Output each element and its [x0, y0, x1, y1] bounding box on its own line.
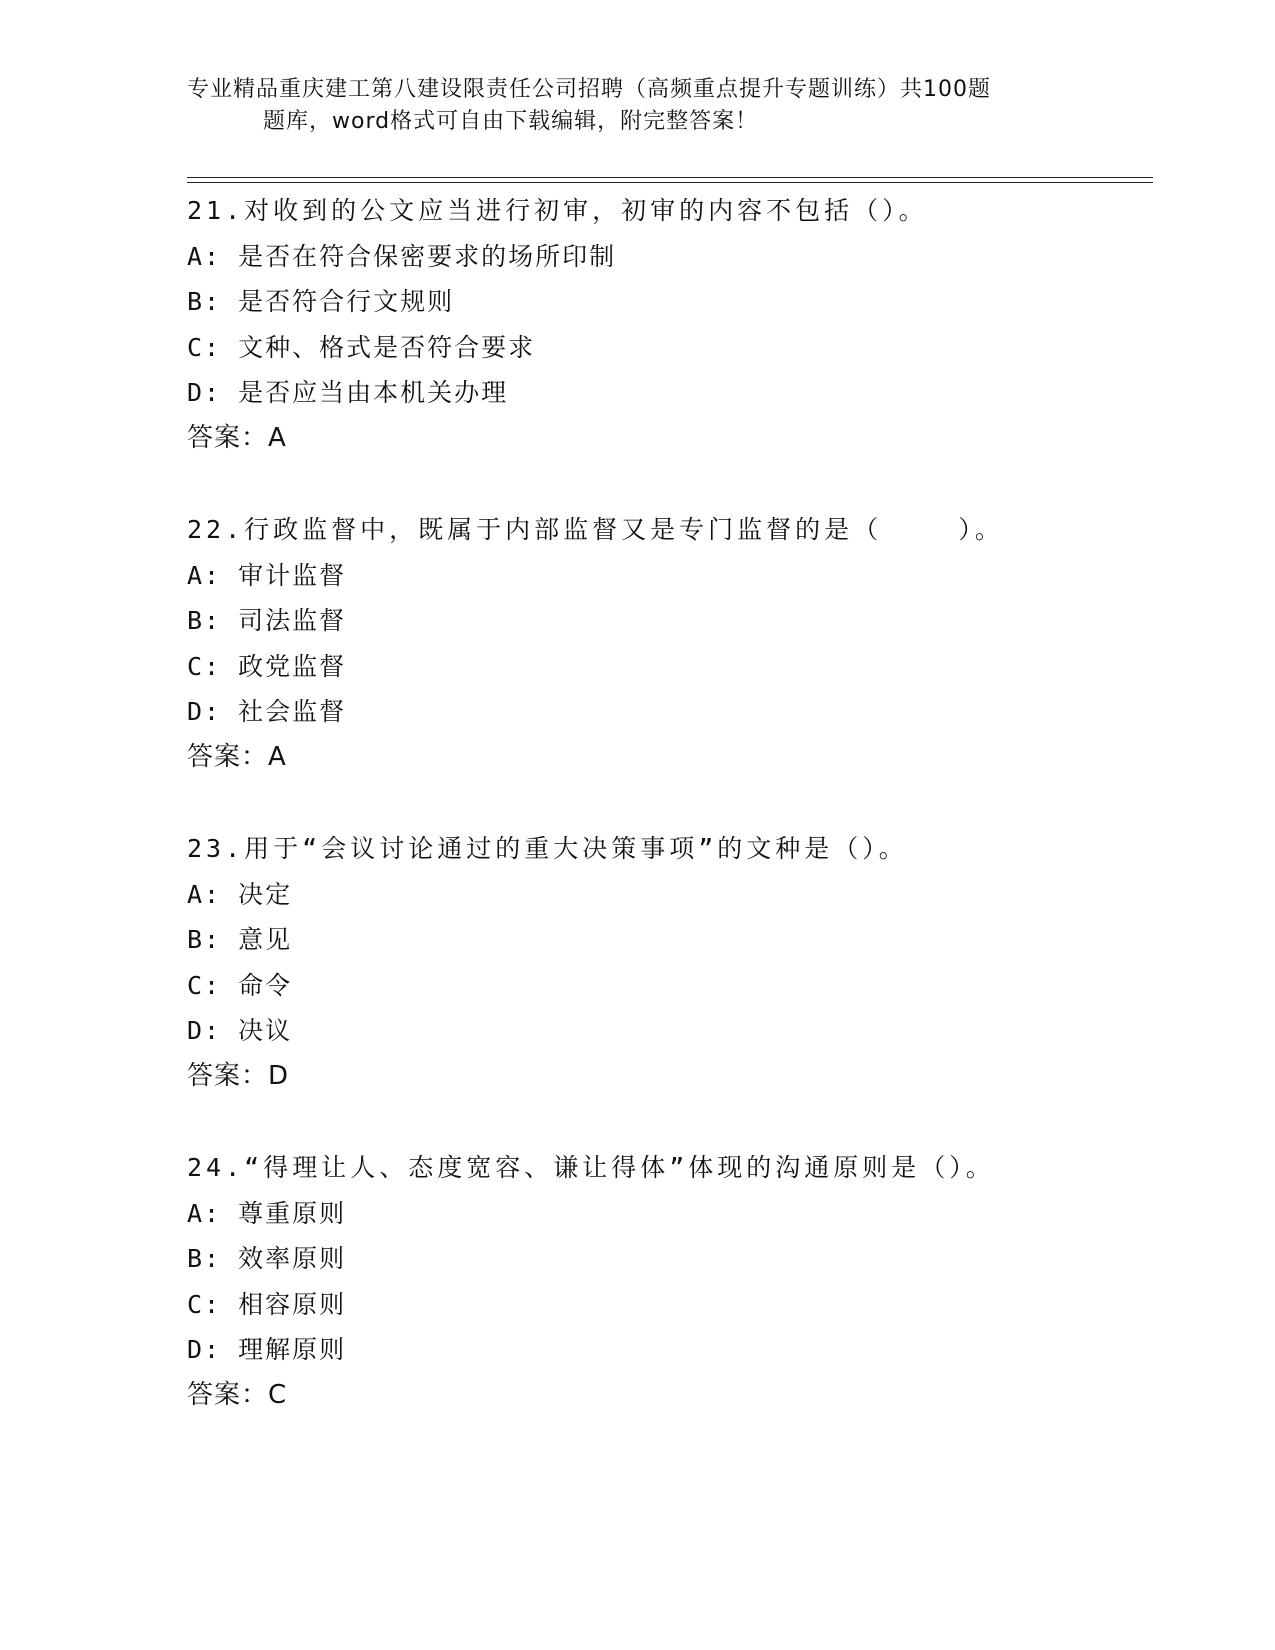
question-stem: 24.“得理让人、态度宽容、谦让得体”体现的沟通原则是（）。: [187, 1153, 995, 1182]
answer-line: 答案：A: [187, 422, 287, 453]
question-list: [187, 188, 1147, 1418]
question-22: [187, 507, 1147, 780]
question-21: [187, 188, 1147, 461]
header-title-line-2: 题库，word格式可自由下载编辑，附完整答案！: [263, 109, 759, 134]
option-c: C: 政党监督: [187, 651, 347, 681]
document-header: [187, 74, 1087, 138]
option-a: A: 决定: [187, 879, 293, 909]
question-23: [187, 826, 1147, 1099]
header-divider-bottom: [187, 182, 1153, 183]
option-d: D: 是否应当由本机关办理: [187, 378, 509, 407]
header-title-line-1: 专业精品重庆建工第八建设限责任公司招聘（高频重点提升专题训练）共100题: [187, 77, 991, 102]
option-b: B: 意见: [187, 925, 293, 954]
option-c: C: 文种、格式是否符合要求: [187, 332, 536, 362]
option-d: D: 理解原则: [187, 1335, 347, 1364]
answer-line: 答案：A: [187, 741, 287, 772]
answer-line: 答案：D: [187, 1060, 290, 1091]
option-d: D: 决议: [187, 1016, 293, 1045]
question-stem: 21.对收到的公文应当进行初审，初审的内容不包括（）。: [187, 196, 928, 225]
question-stem: 23.用于“会议讨论通过的重大决策事项”的文种是（）。: [187, 834, 908, 863]
option-b: B: 效率原则: [187, 1244, 347, 1273]
option-c: C: 命令: [187, 970, 293, 1000]
option-a: A: 尊重原则: [187, 1198, 347, 1228]
option-a: A: 是否在符合保密要求的场所印制: [187, 241, 617, 271]
option-b: B: 司法监督: [187, 606, 347, 635]
option-a: A: 审计监督: [187, 560, 347, 590]
option-c: C: 相容原则: [187, 1289, 347, 1319]
question-stem: 22.行政监督中，既属于内部监督又是专门监督的是（ ）。: [187, 515, 1004, 544]
question-24: [187, 1145, 1147, 1418]
answer-line: 答案：C: [187, 1379, 288, 1410]
option-b: B: 是否符合行文规则: [187, 287, 455, 316]
option-d: D: 社会监督: [187, 697, 347, 726]
header-divider-top: [187, 177, 1153, 178]
